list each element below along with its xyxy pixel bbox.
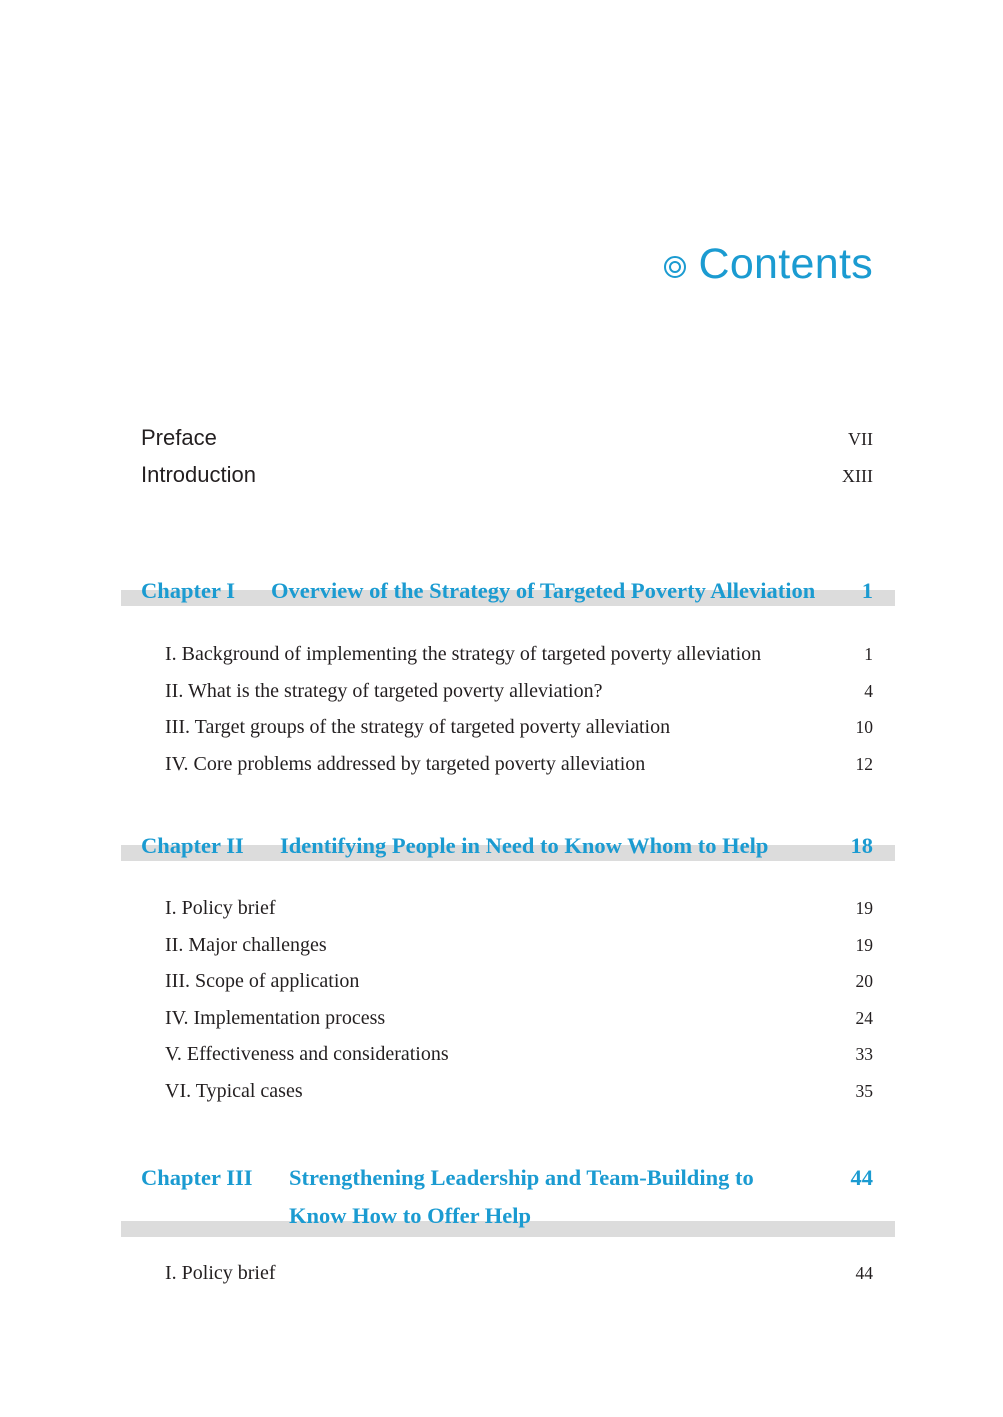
toc-section[interactable] <box>165 934 873 971</box>
toc-section[interactable] <box>165 643 873 680</box>
section-page: 24 <box>855 1007 873 1028</box>
toc-section[interactable] <box>165 716 873 753</box>
section-label: I. Policy brief <box>165 1262 276 1284</box>
section-label: IV. Implementation process <box>165 1006 386 1029</box>
toc-section[interactable] <box>165 1007 873 1044</box>
page-title <box>664 240 873 289</box>
chapter-page: 18 <box>850 833 873 858</box>
chapter-number: Chapter II <box>141 833 244 858</box>
chapter-heading-1[interactable] <box>121 578 895 604</box>
chapter-title-line: Know How to Offer Help <box>289 1203 532 1228</box>
toc-section[interactable] <box>165 680 873 717</box>
chapter-2-sections <box>165 897 873 1117</box>
section-label: IV. Core problems addressed by targeted poverty alleviation <box>165 752 646 775</box>
section-label: II. Major challenges <box>165 933 327 956</box>
toc-section[interactable] <box>165 753 873 790</box>
section-page: 4 <box>864 680 873 701</box>
toc-section[interactable] <box>165 1080 873 1117</box>
toc-entry-introduction[interactable] <box>141 462 873 499</box>
page-title-text: Contents <box>698 240 873 288</box>
chapter-page: 44 <box>850 1165 873 1190</box>
toc-entry-preface[interactable] <box>141 425 873 462</box>
section-label: I. Background of implementing the strategy of targeted poverty alleviation <box>165 643 762 665</box>
chapter-heading-3[interactable] <box>121 1159 895 1235</box>
chapter-number: Chapter I <box>141 578 235 603</box>
section-page: 12 <box>855 753 873 774</box>
section-page: 35 <box>855 1080 873 1101</box>
section-page: 20 <box>855 971 873 992</box>
chapter-number: Chapter III <box>141 1165 253 1190</box>
toc-section[interactable] <box>165 1043 873 1080</box>
toc-entry-page: XIII <box>842 466 873 486</box>
section-label: II. What is the strategy of targeted poverty alleviation? <box>165 679 603 702</box>
section-page: 10 <box>855 717 873 738</box>
chapter-title: Identifying People in Need to Know Whom to Help <box>280 833 769 858</box>
section-label: I. Policy brief <box>165 897 276 919</box>
toc-section[interactable] <box>165 1262 873 1299</box>
chapter-1-sections <box>165 643 873 789</box>
toc-entry-label: Preface <box>141 425 217 450</box>
chapter-title: Overview of the Strategy of Targeted Poverty Alleviation <box>271 578 816 603</box>
toc-entry-page: VII <box>848 429 873 449</box>
chapter-3-sections <box>165 1262 873 1299</box>
section-page: 19 <box>855 934 873 955</box>
section-label: V. Effectiveness and considerations <box>165 1043 449 1066</box>
section-label: VI. Typical cases <box>165 1079 303 1102</box>
section-page: 44 <box>855 1263 873 1283</box>
chapter-title <box>289 1159 851 1235</box>
section-label: III. Target groups of the strategy of targeted poverty alleviation <box>165 716 671 739</box>
section-page: 19 <box>855 898 873 918</box>
chapter-heading-2[interactable] <box>121 833 895 859</box>
section-page: 33 <box>855 1044 873 1065</box>
chapter-page: 1 <box>861 578 873 603</box>
front-matter-list <box>141 425 873 499</box>
toc-entry-label: Introduction <box>141 462 256 487</box>
section-label: III. Scope of application <box>165 970 360 993</box>
section-page: 1 <box>864 644 873 664</box>
double-circle-icon <box>664 256 686 278</box>
chapter-title-line: Strengthening Leadership and Team-Building to <box>289 1165 754 1190</box>
toc-section[interactable] <box>165 897 873 934</box>
toc-section[interactable] <box>165 970 873 1007</box>
